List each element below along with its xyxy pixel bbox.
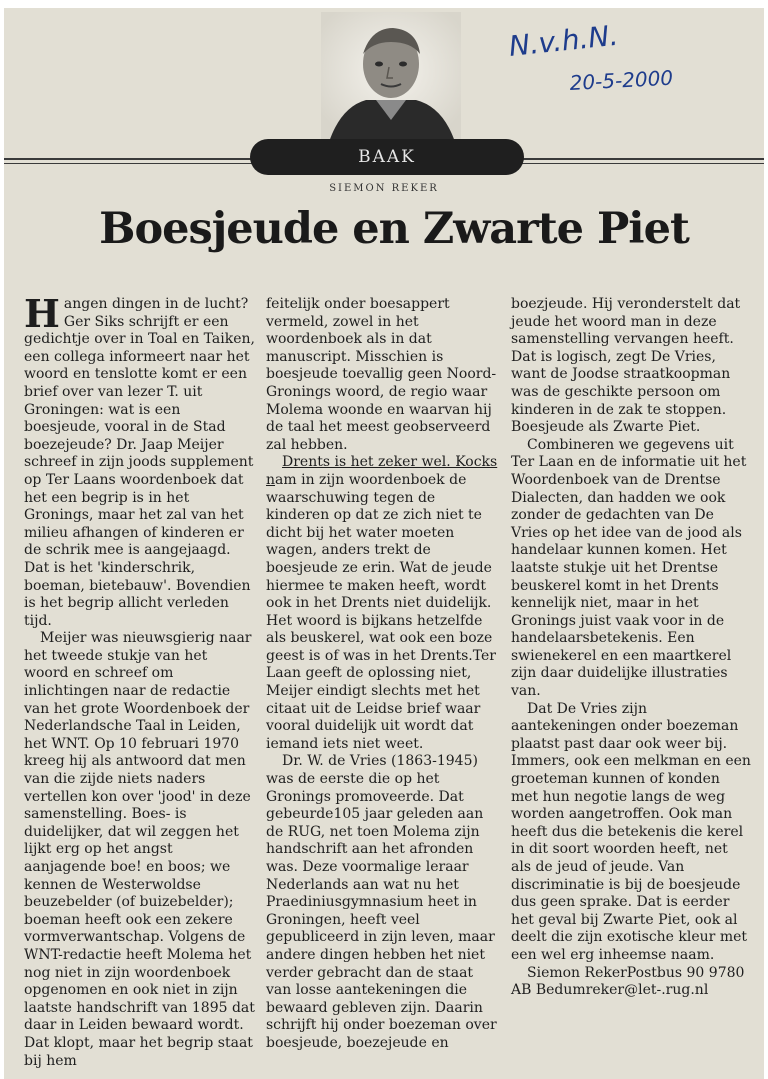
paragraph-text: Combineren we gegevens uit Ter Laan en de informatie uit het Woordenboek van de Drentse Dialecten, dan hadden we ook zonder de gedachten van De Vries op het idee van de jood als handelaar kunnen komen. Het laatste stukje uit het Drentse beuskerel komt in het Drents kennelijk niet, maar in het Gronings juist vaak voor in de handelaarsbetekenis. Een swienekerel en een maartkerel zijn daar duidelijke illustraties van. bbox=[511, 436, 747, 700]
handwritten-annotation bbox=[502, 18, 702, 98]
author-portrait bbox=[321, 12, 461, 142]
underlined-text: Drents is het zeker wel. Kocks n bbox=[266, 454, 498, 488]
article-column-2 bbox=[266, 296, 498, 1053]
article-column-3 bbox=[511, 296, 751, 1000]
newspaper-clipping bbox=[4, 8, 764, 1079]
handwriting-drawing bbox=[502, 18, 702, 98]
column-badge: BAAK bbox=[250, 139, 524, 175]
paragraph bbox=[266, 753, 498, 1052]
paragraph bbox=[266, 296, 498, 454]
paragraph bbox=[24, 630, 256, 1070]
author-byline: SIEMON REKER bbox=[329, 183, 439, 194]
article-column-1 bbox=[24, 291, 256, 1070]
paragraph bbox=[24, 291, 256, 630]
paragraph-text: feitelijk onder boesappert vermeld, zowel in het woordenboek als in dat manuscript. Misschien is boesjeude toevallig geen Noord-Gronings woord, de regio waar Molema woonde en waarvan hij de taal het meest geobserveerd zal hebben. bbox=[266, 296, 497, 453]
paragraph-text: Siemon RekerPostbus 90 9780 AB Bedumreker@let-.rug.nl bbox=[511, 964, 745, 999]
paragraph bbox=[511, 437, 751, 701]
paragraph-text: Meijer was nieuwsgierig naar het tweede stukje van het woord en schreef om inlichtingen naar de redactie van het grote Woordenboek der Nederlandsche Taal in Leiden, het WNT. Op 10 februari 1970 kreeg hij als antwoord dat men van die zijde niets naders vertellen kon over 'jood' in deze samenstelling. Boes- is duidelijker, dat wil zeggen het lijkt erg op het angst aanjagende boe! en boos; we kennen de Westerwoldse beuzebelder (of buizebelder); boeman heeft ook een zekere vormverwantschap. Volgens de WNT-redactie heeft Molema het nog niet in zijn woordenboek opgenomen en ook niet in zijn laatste handschrift van 1895 dat daar in Leiden bewaard wordt. Dat klopt, maar het begrip staat bij hem bbox=[24, 630, 255, 1069]
paragraph bbox=[266, 454, 498, 753]
paragraph bbox=[511, 701, 751, 965]
author-signature bbox=[511, 965, 751, 1000]
paragraph-text: Dr. W. de Vries (1863-1945) was de eerste die op het Gronings promoveerde. Dat gebeurde105 jaar geleden aan de RUG, net toen Molema zijn handschrift aan het afronden was. Deze voormalige leraar Nederlands aan wat nu het Praediniusgymnasium heet in Groningen, heeft veel gepubliceerd in zijn leven, maar andere dingen hebben het niet verder gebracht dan de staat van losse aantekeningen die bewaard gebleven zijn. Daarin schrijft hij onder boezeman over boesjeude, boezejeude en bbox=[266, 753, 497, 1051]
paragraph bbox=[511, 296, 751, 437]
paragraph-text: angen dingen in de lucht? Ger Siks schrijft er een gedichtje over in Toal en Taiken, een collega informeert naar het woord en tenslotte komt er een brief over van lezer T. uit Groningen: wat is een boesjeude, vooral in de Stad boezejeude? Dr. Jaap Meijer schreef in zijn joods supplement op Ter Laans woordenboek dat het een begrip is in het Gronings, maar het zal van het milieu afhangen of kinderen er de schrik mee is aangejaagd. Dat is het 'kinderschrik, boeman, bietebauw'. Bovendien is het begrip allicht verleden tijd. bbox=[24, 296, 255, 629]
handwritten-date: 20-5-2000 bbox=[569, 65, 674, 95]
handwritten-source: N.v.h.N. bbox=[507, 18, 620, 63]
drop-cap: H bbox=[24, 291, 60, 336]
paragraph-text: am in zijn woordenboek de waarschuwing tegen de kinderen op dat ze zich niet te dicht bij het water moeten wagen, anders trekt de boesjeude ze erin. Wat de jeude hiermee te maken heeft, wordt ook in het Drents niet duidelijk. Het woord is bijkans hetzelfde als beuskerel, wat ook een boze geest is of was in het Drents.Ter Laan geeft de oplossing niet, Meijer eindigt slechts met het citaat uit de Leidse brief waar vooral duidelijk uit wordt dat iemand iets niet weet. bbox=[266, 471, 496, 752]
article-headline: Boesjeude en Zwarte Piet bbox=[99, 204, 689, 254]
paragraph-text: Dat De Vries zijn aantekeningen onder boezeman plaatst past daar ook weer bij. Immers, ook een melkman en een groeteman kunnen of konden met hun negotie langs de weg worden aangetroffen. Ook man heeft dus die betekenis die kerel in dit soort woorden heeft, net als de jeud of jeude. Van discriminatie is bij de boesjeude dus geen sprake. Dat is eerder het geval bij Zwarte Piet, ook al deelt die zijn exotische kleur met een wel erg inheemse naam. bbox=[511, 700, 751, 963]
paragraph-text: boezjeude. Hij veronderstelt dat jeude het woord man in deze samenstelling vervangen heeft. Dat is logisch, zegt De Vries, want de Joodse straatkoopman was de geschikte persoon om kinderen in de zak te stoppen. Boesjeude als Zwarte Piet. bbox=[511, 296, 741, 436]
